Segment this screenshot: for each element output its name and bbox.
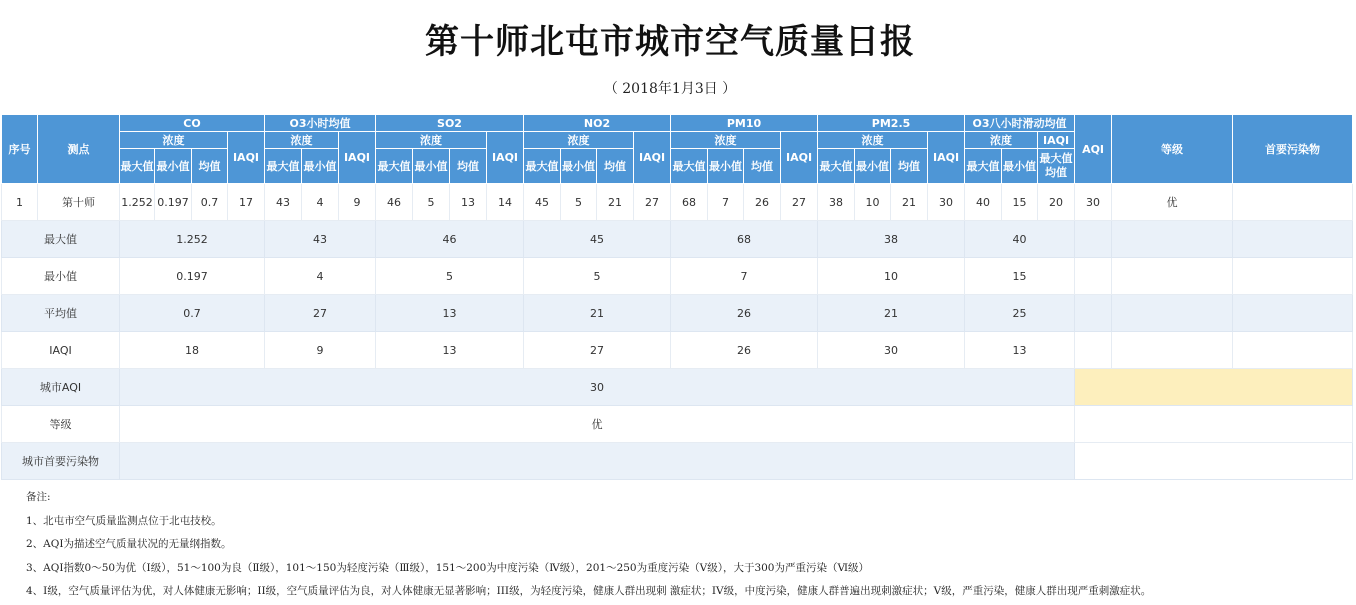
o38h-maxavg: 20 [1038,184,1075,221]
summary-grade-empty [1112,258,1233,295]
co-max: 1.252 [120,184,155,221]
no2-avg: 21 [597,184,634,221]
o3h-min: 4 [302,184,339,221]
pm25-avg-header: 均值 [891,149,928,184]
summary-no2: 21 [524,295,671,332]
summary-co: 1.252 [120,221,265,258]
o38h-min: 15 [1002,184,1038,221]
summary-o38h: 25 [965,295,1075,332]
table-row-city-primary [2,443,1353,480]
city-primary-label: 城市首要污染物 [2,443,120,480]
city-aqi-highlight-cell [1075,369,1353,406]
no2-conc-header: 浓度 [524,132,634,149]
summary-no2: 45 [524,221,671,258]
o38h-max-header: 最大值 [965,149,1002,184]
summary-so2: 13 [376,332,524,369]
o38h-min-header: 最小值 [1002,149,1038,184]
summary-pm25: 21 [818,295,965,332]
summary-grade-empty [1112,221,1233,258]
table-row-max [2,221,1353,258]
max-avg-label: 最大值均值 [1039,152,1073,179]
o3h-min-header: 最小值 [302,149,339,184]
air-quality-table [1,114,1353,480]
pm25-max: 38 [818,184,855,221]
o3h-iaqi: 9 [339,184,376,221]
so2-min: 5 [413,184,450,221]
note-item: 2、AQI为描述空气质量状况的无量纲指数。 [26,538,232,550]
summary-o38h: 15 [965,258,1075,295]
table-row-min [2,258,1353,295]
pm10-iaqi-header: IAQI [781,132,818,184]
summary-o38h: 40 [965,221,1075,258]
city-primary-value [120,443,1075,480]
summary-so2: 5 [376,258,524,295]
summary-aqi-empty [1075,221,1112,258]
col-no2-header: NO2 [524,115,671,132]
o38h-conc-header: 浓度 [965,132,1038,149]
city-grade-value: 优 [120,406,1075,443]
so2-avg-header: 均值 [450,149,487,184]
co-min-header: 最小值 [155,149,192,184]
report-date: （ 2018年1月3日 ） [603,81,737,97]
col-o38h-header: O3八小时滑动均值 [965,115,1075,132]
no2-max-header: 最大值 [524,149,561,184]
table-row-city-aqi [2,369,1353,406]
col-aqi-header: AQI [1075,115,1112,184]
note-item: 4、I级，空气质量评估为优，对人体健康无影响；II级，空气质量评估为良，对人体健康无显著影响；III级，为轻度污染，健康人群出现刺 激症状；IV级，中度污染，健康人群普遍出现刺激症状；V级，严重污染，健康人群出现严重刺激症状。 [26,585,1152,597]
summary-o3h: 27 [265,295,376,332]
so2-min-header: 最小值 [413,149,450,184]
summary-primary-empty [1233,258,1353,295]
o3h-conc-header: 浓度 [265,132,339,149]
summary-pm25: 30 [818,332,965,369]
pm25-iaqi: 30 [928,184,965,221]
page-title: 第十师北屯市城市空气质量日报 [425,22,915,62]
summary-pm10: 26 [671,332,818,369]
summary-co: 0.197 [120,258,265,295]
pm10-avg: 26 [744,184,781,221]
summary-so2: 46 [376,221,524,258]
station-grade: 优 [1112,184,1233,221]
city-primary-blank [1075,443,1353,480]
col-o3h-header: O3小时均值 [265,115,376,132]
table-row-city-grade [2,406,1353,443]
city-grade-blank [1075,406,1353,443]
pm10-min: 7 [708,184,744,221]
summary-pm10: 7 [671,258,818,295]
summary-o3h: 9 [265,332,376,369]
col-primary-header: 首要污染物 [1233,115,1353,184]
so2-conc-header: 浓度 [376,132,487,149]
summary-label: IAQI [2,332,120,369]
col-co-header: CO [120,115,265,132]
o3h-iaqi-header: IAQI [339,132,376,184]
note-item: 1、北屯市空气质量监测点位于北屯技校。 [26,514,222,527]
summary-o3h: 4 [265,258,376,295]
no2-iaqi: 27 [634,184,671,221]
summary-so2: 13 [376,295,524,332]
pm10-min-header: 最小值 [708,149,744,184]
summary-grade-empty [1112,295,1233,332]
pm10-max: 68 [671,184,708,221]
pm10-avg-header: 均值 [744,149,781,184]
summary-o38h: 13 [965,332,1075,369]
col-station-header: 测点 [38,115,120,184]
station-seq: 1 [2,184,38,221]
so2-max-header: 最大值 [376,149,413,184]
pm25-min-header: 最小值 [855,149,891,184]
table-row-station [2,184,1353,221]
summary-co: 18 [120,332,265,369]
co-iaqi: 17 [228,184,265,221]
table-row-iaqi [2,332,1353,369]
co-min: 0.197 [155,184,192,221]
no2-max: 45 [524,184,561,221]
no2-iaqi-header: IAQI [634,132,671,184]
summary-pm10: 68 [671,221,818,258]
no2-min-header: 最小值 [561,149,597,184]
summary-aqi-empty [1075,258,1112,295]
co-iaqi-header: IAQI [228,132,265,184]
pm25-min: 10 [855,184,891,221]
summary-co: 0.7 [120,295,265,332]
station-primary [1233,184,1353,221]
col-so2-header: SO2 [376,115,524,132]
col-grade-header: 等级 [1112,115,1233,184]
summary-label: 平均值 [2,295,120,332]
summary-grade-empty [1112,332,1233,369]
summary-aqi-empty [1075,332,1112,369]
station-name: 第十师 [38,184,120,221]
pm10-conc-header: 浓度 [671,132,781,149]
city-grade-label: 等级 [2,406,120,443]
co-max-header: 最大值 [120,149,155,184]
o38h-max: 40 [965,184,1002,221]
co-conc-header: 浓度 [120,132,228,149]
o38h-iaqi-header: IAQI [1038,132,1075,149]
col-pm25-header: PM2.5 [818,115,965,132]
summary-o3h: 43 [265,221,376,258]
city-aqi-value: 30 [120,369,1075,406]
notes-heading: 备注: [26,491,51,503]
so2-iaqi-header: IAQI [487,132,524,184]
city-aqi-label: 城市AQI [2,369,120,406]
summary-pm25: 38 [818,221,965,258]
pm25-conc-header: 浓度 [818,132,928,149]
col-seq-header: 序号 [2,115,38,184]
note-item: 3、AQI指数0～50为优（Ⅰ级），51～100为良（Ⅱ级），101～150为轻度污染（Ⅲ级），151～200为中度污染（Ⅳ级），201～250为重度污染（Ⅴ级），大于300为严重污染（Ⅵ级） [26,561,870,574]
pm25-iaqi-header: IAQI [928,132,965,184]
pm10-iaqi: 27 [781,184,818,221]
station-aqi: 30 [1075,184,1112,221]
o3h-max: 43 [265,184,302,221]
table-row-avg [2,295,1353,332]
summary-primary-empty [1233,295,1353,332]
pm25-avg: 21 [891,184,928,221]
so2-iaqi: 14 [487,184,524,221]
o38h-maxavg-header [1038,149,1075,184]
o3h-max-header: 最大值 [265,149,302,184]
col-pm10-header: PM10 [671,115,818,132]
co-avg-header: 均值 [192,149,228,184]
co-avg: 0.7 [192,184,228,221]
summary-primary-empty [1233,221,1353,258]
summary-primary-empty [1233,332,1353,369]
notes-section [26,486,1346,604]
no2-avg-header: 均值 [597,149,634,184]
summary-aqi-empty [1075,295,1112,332]
summary-no2: 5 [524,258,671,295]
summary-label: 最大值 [2,221,120,258]
pm25-max-header: 最大值 [818,149,855,184]
summary-label: 最小值 [2,258,120,295]
no2-min: 5 [561,184,597,221]
pm10-max-header: 最大值 [671,149,708,184]
summary-pm10: 26 [671,295,818,332]
so2-max: 46 [376,184,413,221]
summary-pm25: 10 [818,258,965,295]
summary-no2: 27 [524,332,671,369]
so2-avg: 13 [450,184,487,221]
